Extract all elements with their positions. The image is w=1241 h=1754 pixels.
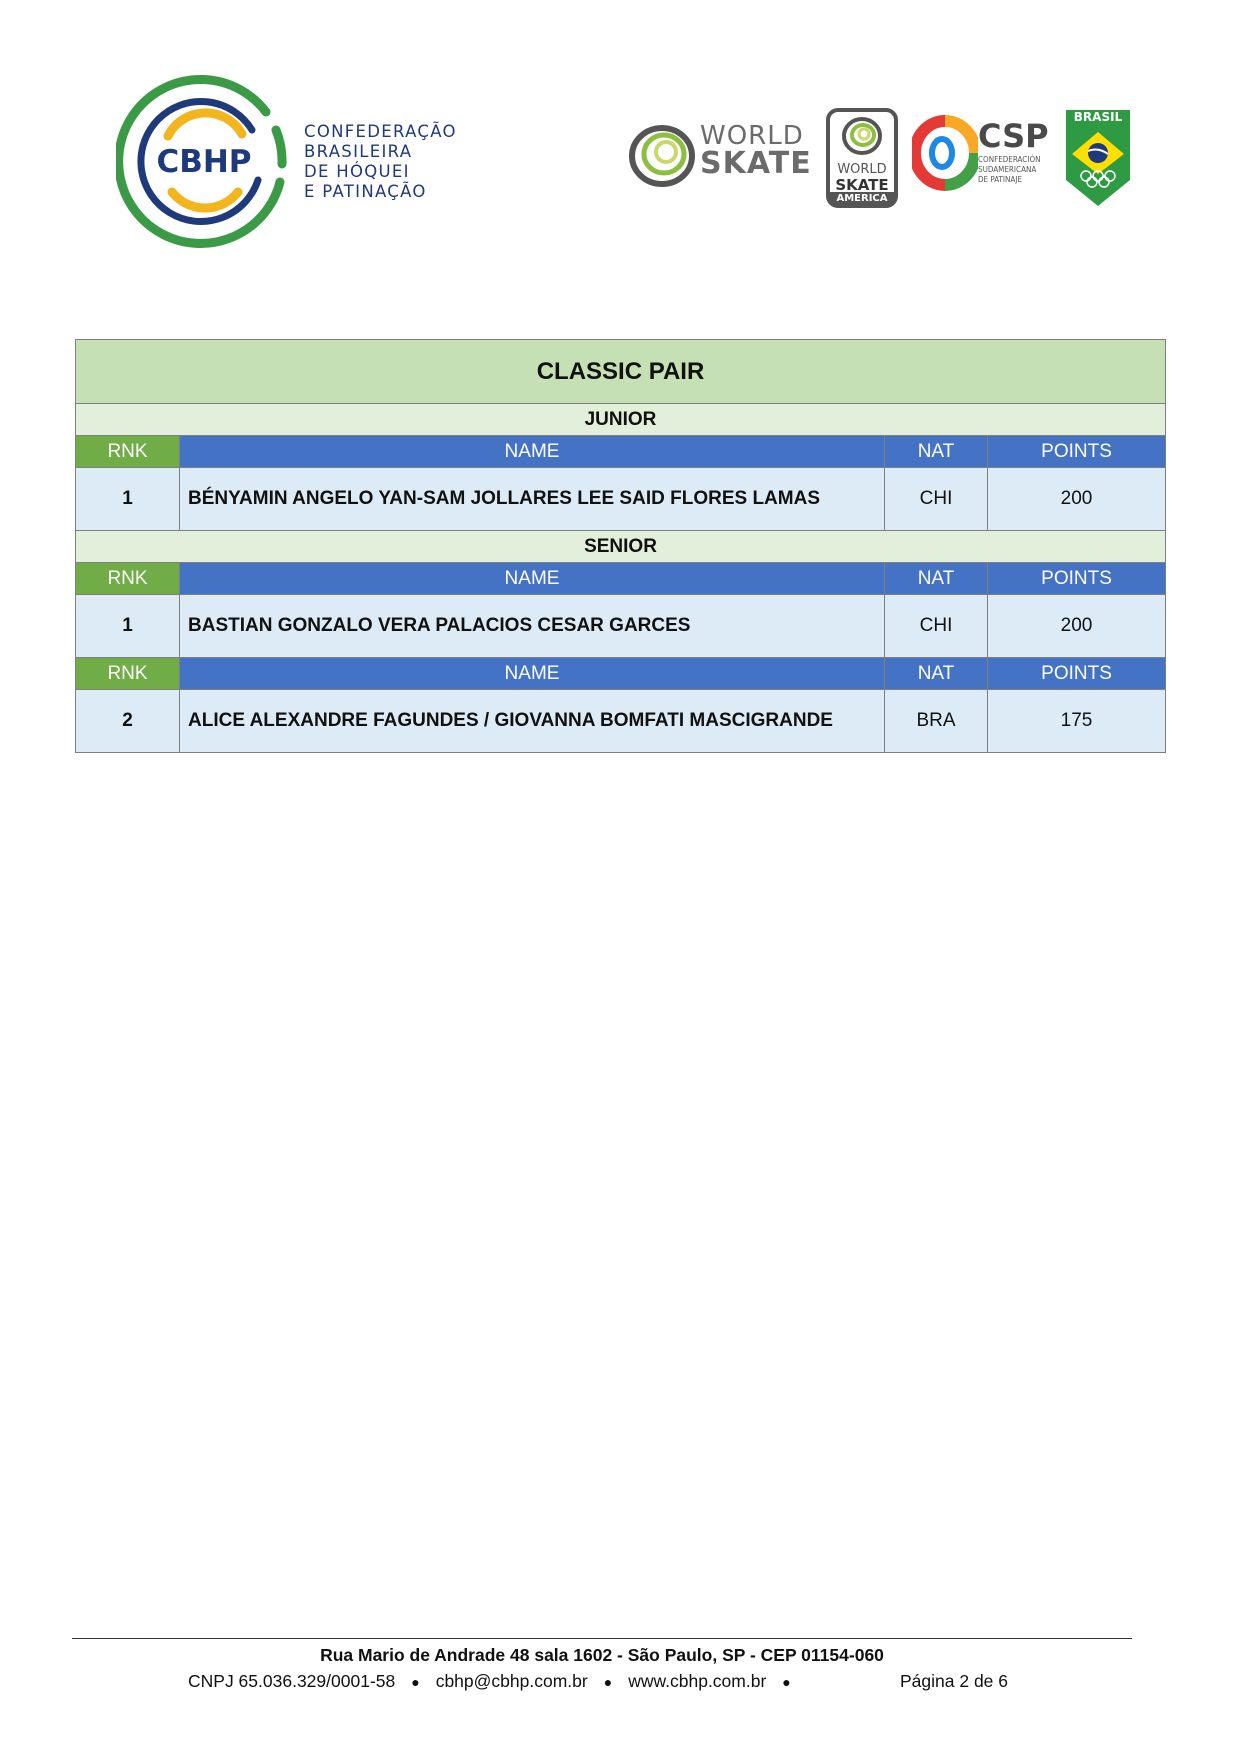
footer-address: Rua Mario de Andrade 48 sala 1602 - São Paulo, SP - CEP 01154-060 xyxy=(320,1645,884,1665)
column-header-rnk: RNK xyxy=(76,436,180,468)
ranking-table xyxy=(75,339,1166,753)
column-header-points: POINTS xyxy=(988,658,1166,690)
column-header-rnk: RNK xyxy=(76,658,180,690)
column-header-row xyxy=(76,658,1166,690)
csp-logo xyxy=(912,115,1052,195)
cell-rnk: 1 xyxy=(76,468,180,531)
footer-contact xyxy=(188,1671,807,1692)
column-header-points: POINTS xyxy=(988,563,1166,595)
wsa-line3: AMERICA xyxy=(836,193,888,204)
csp-line3: DE PATINAJE xyxy=(978,175,1022,184)
column-header-row xyxy=(76,436,1166,468)
column-header-rnk: RNK xyxy=(76,563,180,595)
cell-name: BÉNYAMIN ANGELO YAN-SAM JOLLARES LEE SAID FLORES LAMAS xyxy=(180,468,885,531)
table-row xyxy=(76,595,1166,658)
csp-line1: CONFEDERACIÓN xyxy=(978,155,1041,164)
category-row xyxy=(76,404,1166,436)
cell-name: BASTIAN GONZALO VERA PALACIOS CESAR GARCES xyxy=(180,595,885,658)
footer-cnpj: CNPJ 65.036.329/0001-58 xyxy=(188,1671,396,1691)
column-header-name: NAME xyxy=(180,563,885,595)
column-header-name: NAME xyxy=(180,658,885,690)
cbhp-full-name xyxy=(304,122,457,202)
column-header-points: POINTS xyxy=(988,436,1166,468)
cell-nat: CHI xyxy=(885,468,988,531)
world-skate-america-logo xyxy=(826,108,898,208)
csp-line2: SUDAMERICANA xyxy=(978,165,1037,174)
bullet-icon: ● xyxy=(782,1674,791,1690)
cell-points: 175 xyxy=(988,690,1166,753)
cbhp-emblem-icon xyxy=(116,72,292,248)
cell-points: 200 xyxy=(988,468,1166,531)
table-row xyxy=(76,468,1166,531)
footer-website[interactable]: www.cbhp.com.br xyxy=(628,1671,767,1691)
category-label: SENIOR xyxy=(76,531,1166,563)
cell-rnk: 1 xyxy=(76,595,180,658)
cell-name: ALICE ALEXANDRE FAGUNDES / GIOVANNA BOMFATI MASCIGRANDE xyxy=(180,690,885,753)
cell-points: 200 xyxy=(988,595,1166,658)
table-title: CLASSIC PAIR xyxy=(76,340,1166,404)
cbhp-name-line: BRASILEIRA xyxy=(304,142,413,161)
cbhp-abbr: CBHP xyxy=(156,144,252,180)
table-title-row xyxy=(76,340,1166,404)
csp-ring-icon xyxy=(912,115,978,195)
category-row xyxy=(76,531,1166,563)
cbhp-logo xyxy=(116,72,556,252)
cell-rnk: 2 xyxy=(76,690,180,753)
cbhp-name-line: CONFEDERAÇÃO xyxy=(304,122,457,141)
table-row xyxy=(76,690,1166,753)
page-number: Página 2 de 6 xyxy=(900,1671,1009,1691)
cbhp-name-line: E PATINAÇÃO xyxy=(304,182,427,201)
world-skate-swirl-icon xyxy=(628,118,696,190)
world-skate-logo xyxy=(628,118,818,198)
column-header-nat: NAT xyxy=(885,563,988,595)
column-header-nat: NAT xyxy=(885,436,988,468)
world-skate-line2: SKATE xyxy=(700,146,812,181)
footer-divider xyxy=(72,1638,1132,1639)
brasil-label: BRASIL xyxy=(1073,110,1123,124)
cbhp-name-line: DE HÓQUEI xyxy=(304,162,410,181)
wsa-line2: SKATE xyxy=(835,176,889,194)
csp-abbr: CSP xyxy=(978,117,1049,155)
bullet-icon: ● xyxy=(603,1674,613,1690)
cell-nat: CHI xyxy=(885,595,988,658)
column-header-name: NAME xyxy=(180,436,885,468)
category-label: JUNIOR xyxy=(76,404,1166,436)
footer-email[interactable]: cbhp@cbhp.com.br xyxy=(435,1671,588,1691)
world-skate-line1: WORLD xyxy=(700,121,804,151)
brasil-olympic-logo xyxy=(1064,108,1132,208)
cell-nat: BRA xyxy=(885,690,988,753)
column-header-row xyxy=(76,563,1166,595)
column-header-nat: NAT xyxy=(885,658,988,690)
bullet-icon: ● xyxy=(411,1674,420,1690)
wsa-line1: WORLD xyxy=(837,162,887,177)
